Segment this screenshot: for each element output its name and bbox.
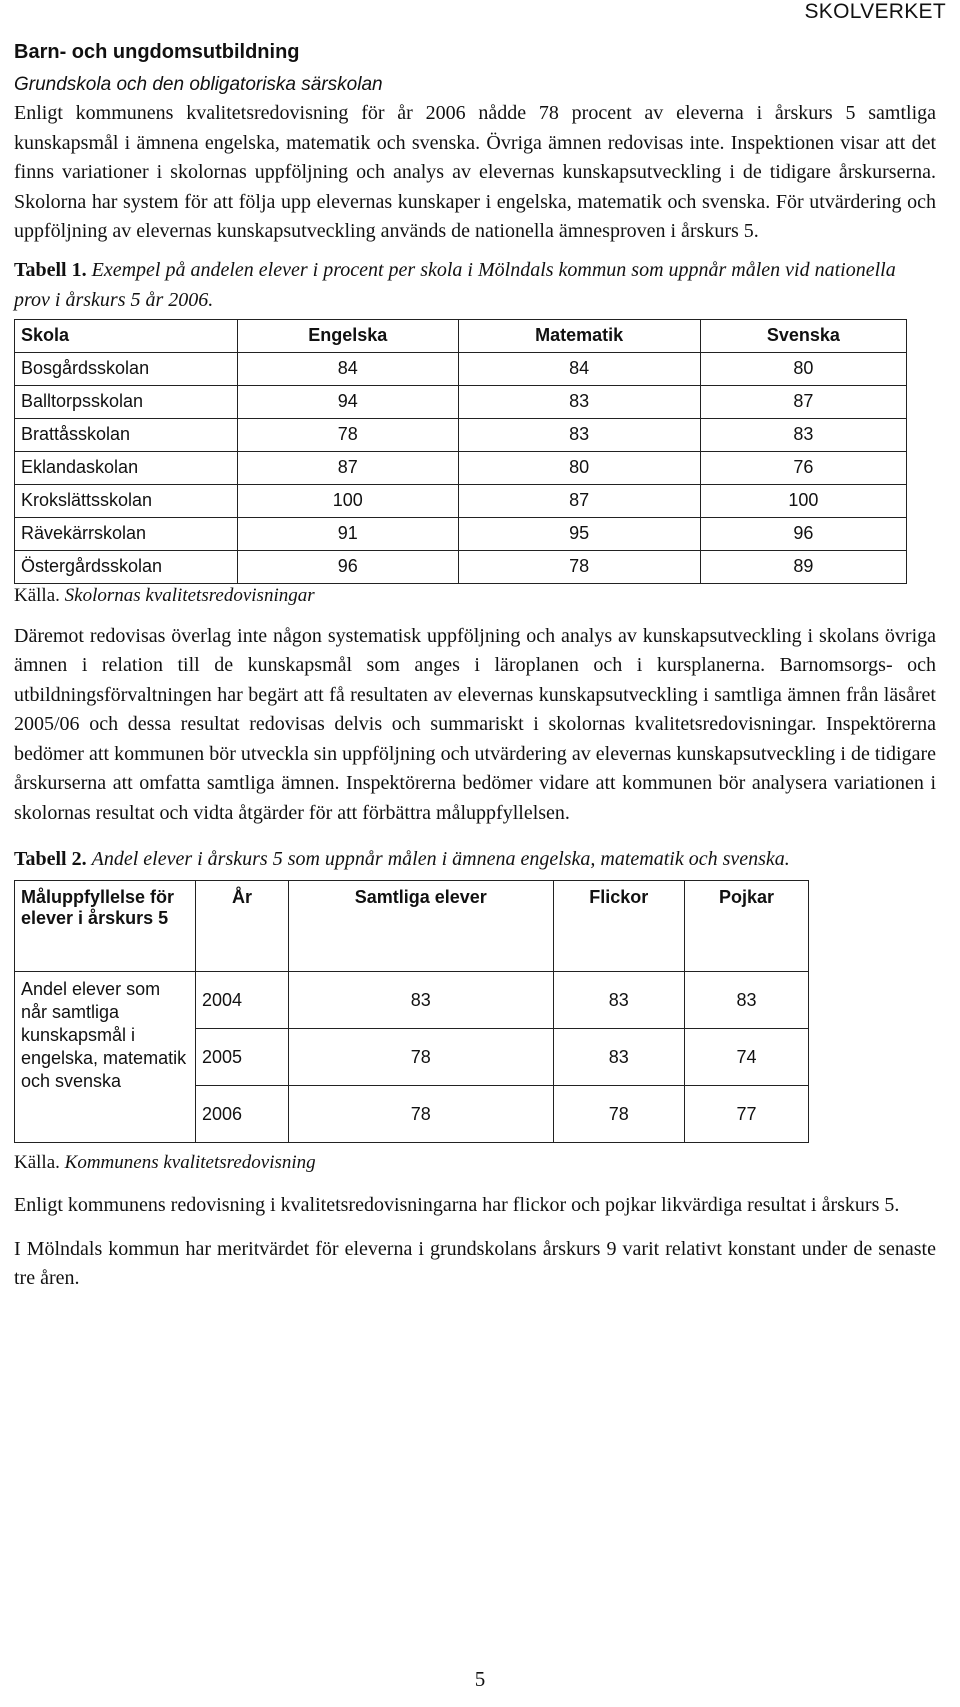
table2-caption [14,844,936,874]
document-page [14,40,936,1294]
goal-fulfilment-table [14,880,809,1143]
school-name: Brattåsskolan [15,418,238,451]
math-value: 83 [458,385,700,418]
swedish-value: 96 [700,517,906,550]
boys-value: 83 [684,972,808,1029]
col-header-goal: Måluppfyllelse för elever i årskurs 5 [15,881,196,972]
girls-value: 83 [553,972,684,1029]
table1-source [14,584,936,608]
table-row [15,517,907,550]
table1-source-text: Skolornas kvalitetsredovisningar [64,584,315,606]
paragraph-merit: I Mölndals kommun har meritvärdet för eleverna i grundskolans årskurs 9 varit relativt konstant under de senaste tre åren. [14,1237,936,1289]
table2-source-label: Källa. [14,1152,60,1173]
school-name: Rävekärrskolan [15,517,238,550]
table-row [15,972,809,1029]
swedish-value: 100 [700,484,906,517]
table-row [15,418,907,451]
table2-label: Tabell 2. [14,848,87,870]
all-pupils-value: 83 [289,972,554,1029]
subsection-title: Grundskola och den obligatoriska särskolan [14,74,383,95]
paragraph-results: Enligt kommunens kvalitetsredovisning för år 2006 nådde 78 procent av eleverna i årskurs 5 samtliga kunskapsmål i ämnena engelska, matematik och svenska. Övriga ämnen redovisas inte. Inspektionen visar att det finns variationer i skolornas uppföljning och analys av elevernas kunskapsutveckling i de tidigare årskurserna. Skolorna har system för att följa upp elevernas kunskaper i engelska, matematik och svenska. För utvärdering och uppföljning av elevernas kunskapsutveckling används de nationella ämnesproven i årskurs 5. [14,102,936,242]
math-value: 78 [458,550,700,583]
table1-caption-text: Exempel på andelen elever i procent per skola i Mölndals kommun som uppnår målen vid nationella prov i årskurs 5 år 2006. [14,258,896,311]
table-row [15,385,907,418]
english-value: 91 [238,517,459,550]
girls-value: 83 [553,1029,684,1086]
table2-source [14,1151,936,1175]
col-header-all-pupils: Samtliga elever [289,881,554,972]
swedish-value: 89 [700,550,906,583]
table2-source-text: Kommunens kvalitetsredovisning [64,1152,316,1173]
col-header-year: År [196,881,289,972]
col-header-school: Skola [15,319,238,352]
all-pupils-value: 78 [289,1086,554,1143]
math-value: 87 [458,484,700,517]
english-value: 84 [238,352,459,385]
school-name: Balltorpsskolan [15,385,238,418]
school-results-table [14,319,907,584]
table-row [15,550,907,583]
english-value: 87 [238,451,459,484]
year-value: 2004 [196,972,289,1029]
math-value: 83 [458,418,700,451]
swedish-value: 83 [700,418,906,451]
swedish-value: 76 [700,451,906,484]
table1-header-row [15,319,907,352]
english-value: 94 [238,385,459,418]
paragraph-analysis: Däremot redovisas överlag inte någon systematisk uppföljning och analys av kunskapsutveckling i skolans övriga ämnen i relation till de kunskapsmål som anges i läroplanen och i kursplanerna. Barnomsorgs- och utbildningsförvaltningen har begärt att få resultaten av elevernas kunskapsutveckling i samtliga ämnen från läsåret 2005/06 och dessa resultat redovisas delvis och summariskt i skolornas kvalitetsredovisningar. Inspektörerna bedömer att kommunen bör utveckla sin uppföljning och utvärdering av elevernas kunskapsutveckling i de tidigare årskurserna att omfatta samtliga ämnen. Inspektörerna bedömer vidare att kommunen bör analysera variationen i skolornas resultat och vidta åtgärder för att förbättra måluppfyllelsen. [14,624,936,824]
swedish-value: 87 [700,385,906,418]
english-value: 96 [238,550,459,583]
organization-name: SKOLVERKET [804,0,946,23]
table2-header-row [15,881,809,972]
english-value: 78 [238,418,459,451]
table-row [15,451,907,484]
paragraph-gender: Enligt kommunens redovisning i kvalitetsredovisningarna har flickor och pojkar likvärdiga resultat i årskurs 5. [14,1194,900,1216]
col-header-math: Matematik [458,319,700,352]
col-header-boys: Pojkar [684,881,808,972]
table-row [15,352,907,385]
all-pupils-value: 78 [289,1029,554,1086]
table1-label: Tabell 1. [14,258,87,281]
boys-value: 74 [684,1029,808,1086]
school-name: Krokslättsskolan [15,484,238,517]
math-value: 95 [458,517,700,550]
math-value: 80 [458,451,700,484]
english-value: 100 [238,484,459,517]
col-header-swedish: Svenska [700,319,906,352]
table1-caption [14,255,936,315]
table-row [15,484,907,517]
col-header-girls: Flickor [553,881,684,972]
year-value: 2005 [196,1029,289,1086]
col-header-english: Engelska [238,319,459,352]
year-value: 2006 [196,1086,289,1143]
page-number: 5 [474,1667,486,1691]
girls-value: 78 [553,1086,684,1143]
school-name: Östergårdsskolan [15,550,238,583]
math-value: 84 [458,352,700,385]
school-name: Eklandaskolan [15,451,238,484]
school-name: Bosgårdsskolan [15,352,238,385]
swedish-value: 80 [700,352,906,385]
section-title: Barn- och ungdomsutbildning [14,41,300,63]
table1-source-label: Källa. [14,584,60,606]
row-label-share: Andel elever som når samtliga kunskapsmål i engelska, matematik och svenska [15,972,196,1143]
boys-value: 77 [684,1086,808,1143]
table2-caption-text: Andel elever i årskurs 5 som uppnår målen i ämnena engelska, matematik och svenska. [91,848,790,870]
